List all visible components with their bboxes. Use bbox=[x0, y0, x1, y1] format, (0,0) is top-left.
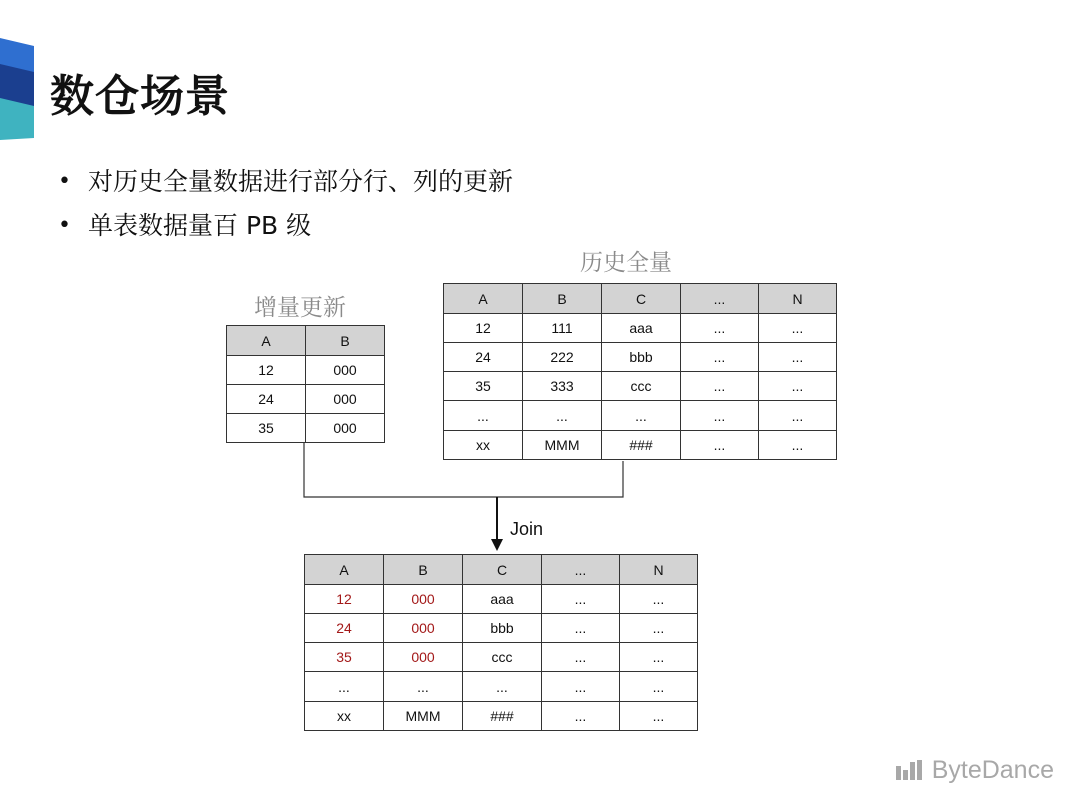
join-label: Join bbox=[510, 519, 544, 539]
table-cell: bbb bbox=[602, 343, 681, 372]
table-row bbox=[444, 343, 837, 372]
table-cell: ### bbox=[602, 431, 681, 460]
table-row bbox=[444, 372, 837, 401]
table-cell: ... bbox=[602, 401, 681, 431]
table-cell: ... bbox=[523, 401, 602, 431]
table-cell: ... bbox=[759, 431, 837, 460]
table-cell: ... bbox=[759, 401, 837, 431]
history-table bbox=[443, 283, 837, 460]
table-cell: 35 bbox=[305, 643, 384, 672]
table-cell: xx bbox=[305, 702, 384, 731]
column-header: C bbox=[463, 555, 542, 585]
table-cell: ... bbox=[620, 702, 698, 731]
table-cell: 000 bbox=[306, 414, 385, 443]
table-cell: ... bbox=[305, 672, 384, 702]
table-cell: 000 bbox=[384, 643, 463, 672]
table-row bbox=[227, 414, 385, 443]
column-header: C bbox=[602, 284, 681, 314]
table-cell: ... bbox=[463, 672, 542, 702]
incremental-table bbox=[226, 325, 385, 443]
table-cell: aaa bbox=[602, 314, 681, 343]
table-cell: ### bbox=[463, 702, 542, 731]
column-header: B bbox=[384, 555, 463, 585]
table-row bbox=[444, 401, 837, 431]
incremental-caption: 增量更新 bbox=[254, 295, 346, 321]
table-cell: 000 bbox=[384, 614, 463, 643]
column-header: N bbox=[620, 555, 698, 585]
table-row bbox=[444, 431, 837, 460]
table-cell: 111 bbox=[523, 314, 602, 343]
table-cell: ... bbox=[681, 372, 759, 401]
table-row bbox=[227, 385, 385, 414]
table-cell: 24 bbox=[305, 614, 384, 643]
table-cell: 000 bbox=[384, 585, 463, 614]
table-cell: ... bbox=[759, 314, 837, 343]
table-cell: ... bbox=[444, 401, 523, 431]
table-cell: aaa bbox=[463, 585, 542, 614]
slide-accent-decoration bbox=[0, 38, 34, 140]
table-cell: 222 bbox=[523, 343, 602, 372]
table-cell: 24 bbox=[444, 343, 523, 372]
table-cell: ... bbox=[542, 702, 620, 731]
table-cell: ... bbox=[620, 643, 698, 672]
join-arrow-head bbox=[491, 539, 503, 551]
history-caption: 历史全量 bbox=[580, 250, 672, 276]
table-cell: 35 bbox=[444, 372, 523, 401]
table-cell: ccc bbox=[602, 372, 681, 401]
table-cell: ... bbox=[542, 585, 620, 614]
table-cell: ... bbox=[759, 372, 837, 401]
table-cell: 333 bbox=[523, 372, 602, 401]
column-header: B bbox=[523, 284, 602, 314]
column-header: A bbox=[305, 555, 384, 585]
table-cell: 12 bbox=[305, 585, 384, 614]
table-cell: ... bbox=[620, 585, 698, 614]
column-header: ... bbox=[681, 284, 759, 314]
table-cell: ... bbox=[542, 672, 620, 702]
bullet-list bbox=[58, 160, 513, 248]
table-cell: ... bbox=[620, 614, 698, 643]
table-cell: ... bbox=[681, 343, 759, 372]
column-header: ... bbox=[542, 555, 620, 585]
table-cell: ccc bbox=[463, 643, 542, 672]
column-header: A bbox=[227, 326, 306, 356]
table-cell: 000 bbox=[306, 385, 385, 414]
table-cell: xx bbox=[444, 431, 523, 460]
table-row bbox=[227, 356, 385, 385]
result-table bbox=[304, 554, 698, 731]
table-cell: ... bbox=[681, 401, 759, 431]
table-cell: 24 bbox=[227, 385, 306, 414]
table-cell: ... bbox=[542, 614, 620, 643]
bytedance-logo-icon bbox=[896, 760, 924, 782]
table-row bbox=[305, 643, 698, 672]
table-cell: MMM bbox=[384, 702, 463, 731]
table-cell: ... bbox=[542, 643, 620, 672]
brand-logo bbox=[896, 756, 1054, 785]
bullet-item: • 单表数据量百 PB 级 bbox=[58, 204, 513, 248]
table-cell: 35 bbox=[227, 414, 306, 443]
table-row bbox=[305, 672, 698, 702]
table-row bbox=[444, 314, 837, 343]
table-cell: ... bbox=[681, 431, 759, 460]
table-cell: ... bbox=[384, 672, 463, 702]
table-cell: ... bbox=[759, 343, 837, 372]
table-row bbox=[305, 585, 698, 614]
slide-title: 数仓场景 bbox=[50, 71, 230, 122]
table-cell: ... bbox=[681, 314, 759, 343]
table-cell: bbb bbox=[463, 614, 542, 643]
column-header: B bbox=[306, 326, 385, 356]
table-cell: 12 bbox=[444, 314, 523, 343]
column-header: A bbox=[444, 284, 523, 314]
table-cell: 000 bbox=[306, 356, 385, 385]
table-cell: MMM bbox=[523, 431, 602, 460]
brand-name: ByteDance bbox=[931, 756, 1054, 784]
table-cell: 12 bbox=[227, 356, 306, 385]
column-header: N bbox=[759, 284, 837, 314]
bullet-item: • 对历史全量数据进行部分行、列的更新 bbox=[58, 160, 513, 204]
table-row bbox=[305, 702, 698, 731]
table-cell: ... bbox=[620, 672, 698, 702]
table-row bbox=[305, 614, 698, 643]
